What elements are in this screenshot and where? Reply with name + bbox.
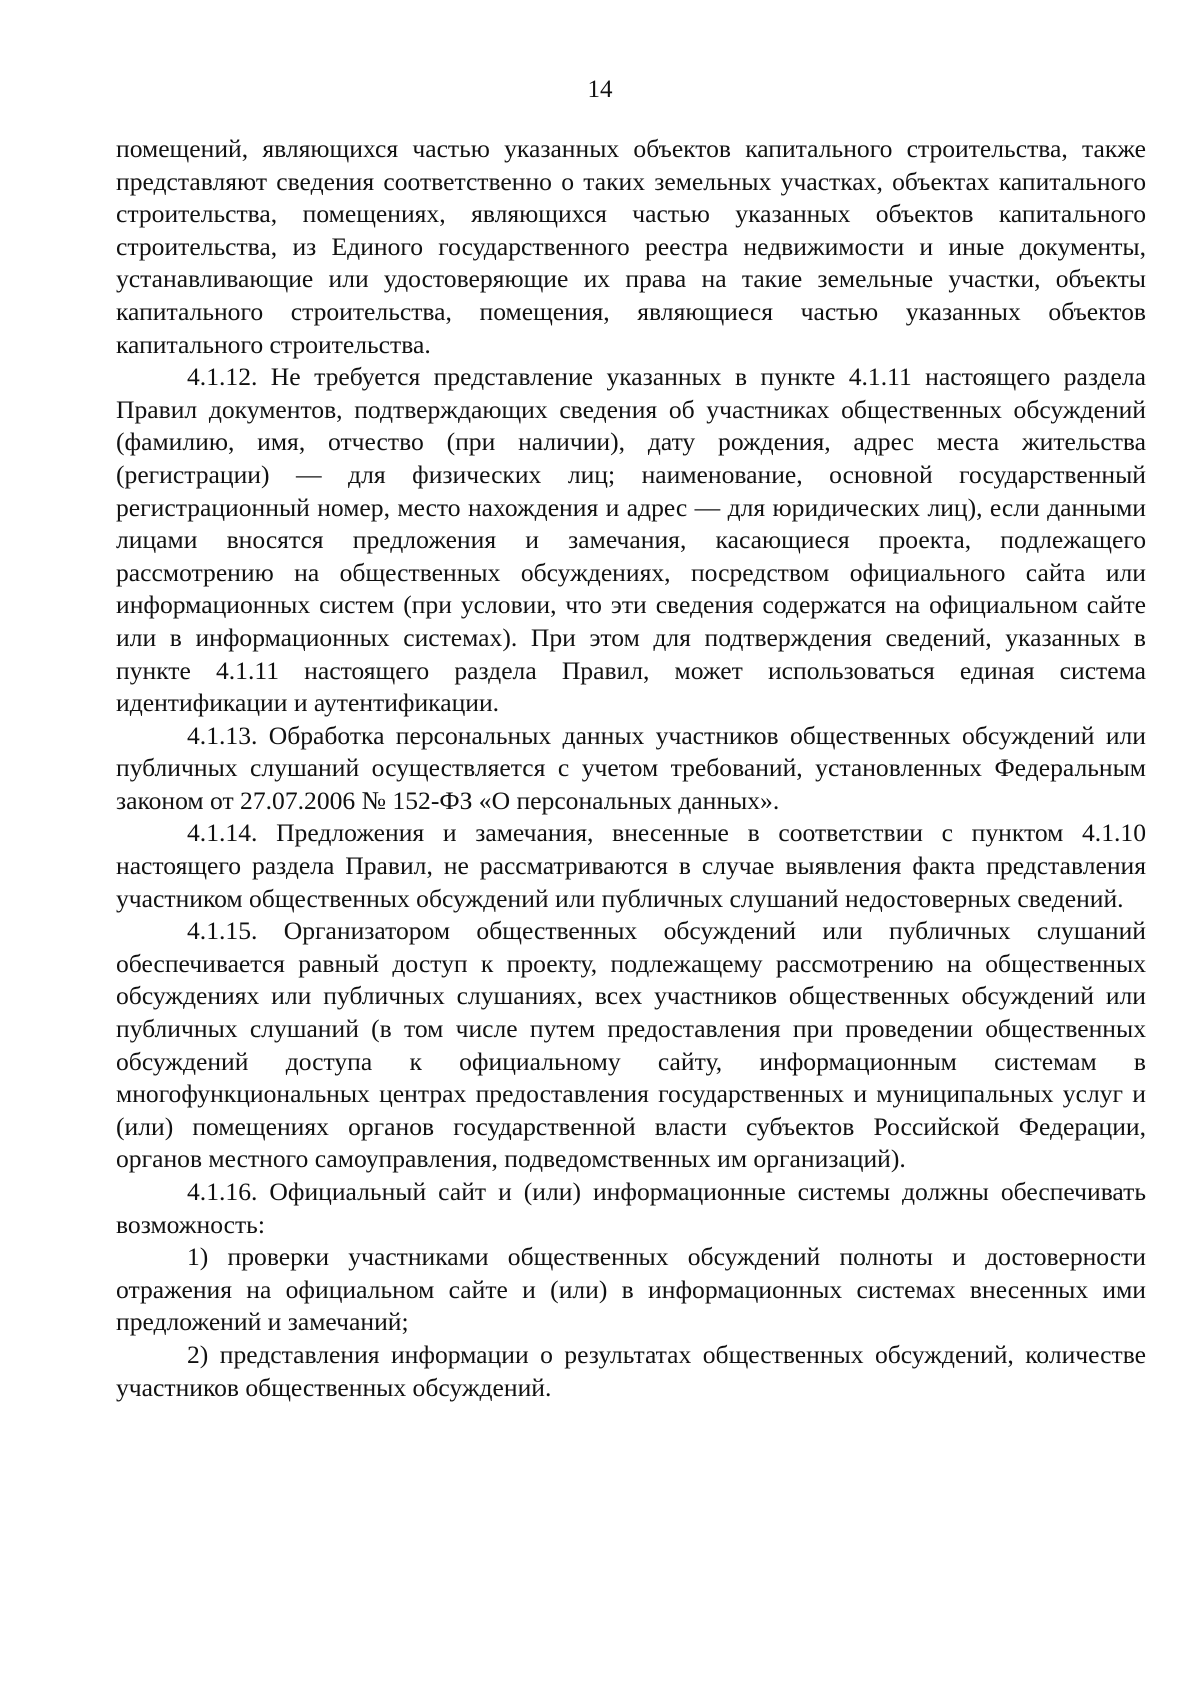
paragraph-4-1-14: 4.1.14. Предложения и замечания, внесенные в соответствии с пунктом 4.1.10 настоящего раздела Правил, не рассматриваются в случае выявления факта представления участником общественных обсуждений или публичных слушаний недостоверных сведений. — [116, 818, 1146, 913]
paragraph-continuation: помещений, являющихся частью указанных объектов капитального строительства, также представляют сведения соответственно о таких земельных участках, объектах капитального строительства, помещениях, являющихся частью указанных объектов капитального строительства, из Единого государственного реестра недвижимости и иные документы, устанавливающие или удостоверяющие их права на такие земельные участки, объекты капитального строительства, помещения, являющиеся частью указанных объектов капитального строительства. — [116, 134, 1146, 359]
page-number: 14 — [587, 76, 613, 103]
paragraph-4-1-16: 4.1.16. Официальный сайт и (или) информационные системы должны обеспечивать возможность: — [116, 1177, 1146, 1239]
paragraph-4-1-15: 4.1.15. Организатором общественных обсуждений или публичных слушаний обеспечивается равный доступ к проекту, подлежащему рассмотрению на общественных обсуждениях или публичных слушаниях, всех участников общественных обсуждений или публичных слушаний (в том числе путем предоставления при проведении общественных обсуждений доступа к официальному сайту, информационным системам в многофункциональных центрах предоставления государственных и муниципальных услуг и (или) помещениях органов государственной власти субъектов Российской Федерации, органов местного самоуправления, подведомственных им организаций). — [116, 916, 1146, 1174]
list-item-2: 2) представления информации о результатах общественных обсуждений, количестве участников общественных обсуждений. — [116, 1339, 1146, 1402]
paragraph-4-1-12: 4.1.12. Не требуется представление указанных в пункте 4.1.11 настоящего раздела Правил документов, подтверждающих сведения об участниках общественных обсуждений (фамилию, имя, отчество (при наличии), дату рождения, адрес места жительства (регистрации) — для физических лиц; наименование, основной государственный регистрационный номер, место нахождения и адрес — для юридических лиц), если данными лицами вносятся предложения и замечания, касающиеся проекта, подлежащего рассмотрению на общественных обсуждениях, посредством официального сайта или информационных систем (при условии, что эти сведения содержатся на официальном сайте или в информационных системах). При этом для подтверждения сведений, указанных в пункте 4.1.11 настоящего раздела Правил, может использоваться единая система идентификации и аутентификации. — [116, 362, 1146, 718]
document-body — [116, 133, 1146, 1404]
paragraph-4-1-13: 4.1.13. Обработка персональных данных участников общественных обсуждений или публичных слушаний осуществляется с учетом требований, установленных Федеральным законом от 27.07.2006 № 152-ФЗ «О персональных данных». — [116, 720, 1146, 815]
list-item-1: 1) проверки участниками общественных обсуждений полноты и достоверности отражения на официальном сайте и (или) в информационных системах внесенных ими предложений и замечаний; — [116, 1242, 1146, 1337]
